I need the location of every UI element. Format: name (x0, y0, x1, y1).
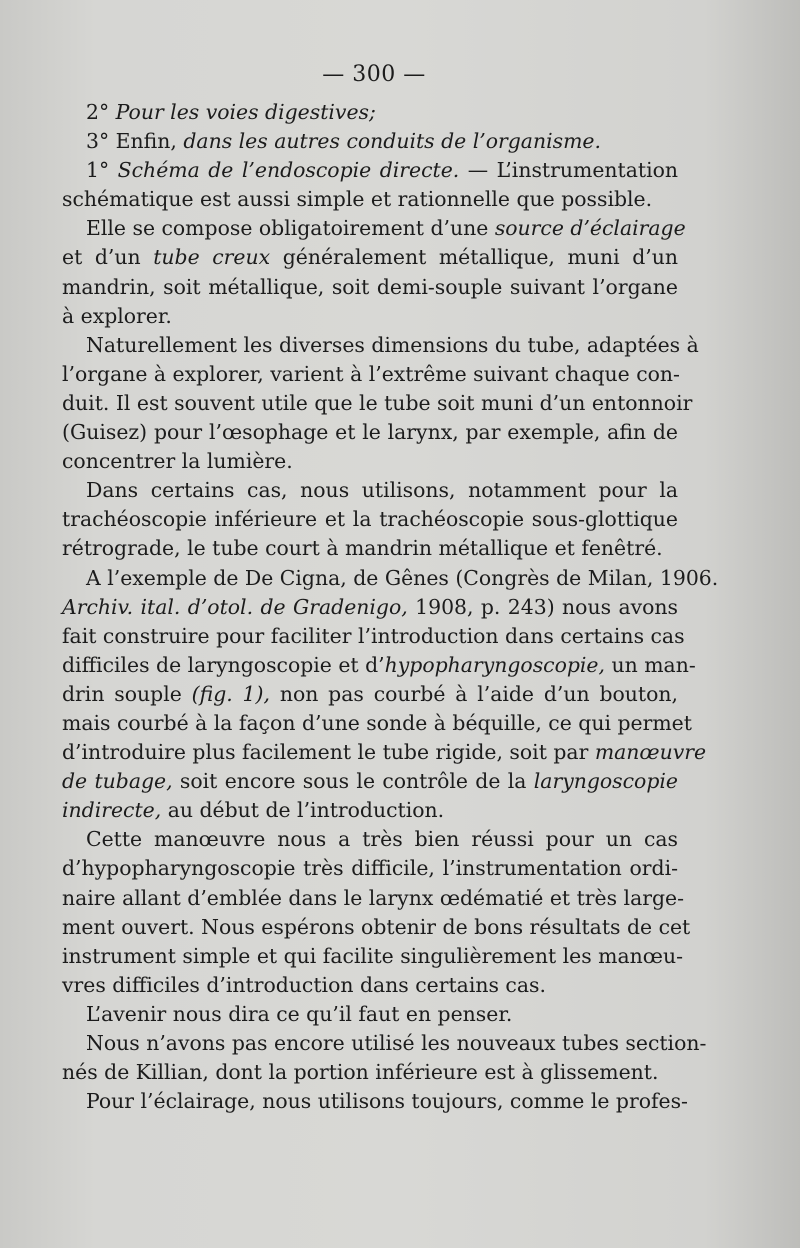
text-segment: difficiles de laryngoscopie et d’ (62, 652, 385, 677)
text-line (62, 593, 678, 622)
text-segment: (Guisez) pour l’œsophage et le larynx, par exemple, afin de (62, 420, 678, 445)
text-segment: au début de l’introduction. (161, 798, 445, 823)
text-segment: l’organe à explorer, varient à l’extrême suivant chaque con- (62, 361, 680, 386)
text-segment: — L’instrumentation (459, 158, 678, 183)
italic-text: manœuvre (594, 740, 707, 765)
italic-text: tube creux (153, 245, 271, 270)
text-line (62, 273, 678, 302)
text-line (62, 1087, 688, 1116)
text-segment: Naturellement les diverses dimensions du tube, adaptées à (86, 332, 699, 357)
text-segment: 1° (86, 158, 118, 183)
text-segment: instrument simple et qui facilite singulièrement les manœu- (62, 943, 683, 968)
text-segment: 2° (86, 100, 116, 124)
text-segment: 3° Enfin, (86, 129, 184, 154)
text-line (62, 156, 678, 185)
italic-text: Archiv. ital. d’otol. de Gradenigo, (62, 594, 408, 619)
text-line (62, 98, 678, 127)
text-segment: ment ouvert. Nous espérons obtenir de bons résultats de cet (62, 914, 691, 939)
italic-text: dans les autres conduits de l’organisme. (183, 129, 601, 154)
text-segment: soit encore sous le contrôle de la (172, 769, 534, 794)
text-line (62, 1058, 678, 1087)
italic-text: source d’éclairage (494, 216, 686, 241)
italic-text: Schéma de l’endoscopie directe. (117, 158, 460, 183)
italic-text: (fig. 1), (191, 681, 270, 706)
text-segment: vres difficiles d’introduction dans certains cas. (62, 972, 546, 997)
text-segment: 1908, p. 243) nous avons (407, 594, 678, 619)
text-segment: un man- (604, 652, 696, 677)
italic-text: indirecte, (62, 798, 162, 823)
text-segment: mais courbé à la façon d’une sonde à béquille, ce qui permet (62, 710, 692, 735)
text-line (62, 767, 678, 796)
text-line (62, 622, 685, 651)
text-segment: non pas courbé à l’aide d’un bouton, (269, 681, 679, 706)
text-line (62, 302, 678, 331)
text-segment: naire allant d’emblée dans le larynx œdématié et très large- (62, 885, 684, 910)
text-line (62, 360, 678, 389)
text-segment: Dans certains cas, nous utilisons, notamment pour la (86, 478, 678, 503)
text-line (62, 1029, 707, 1058)
text-line (62, 243, 678, 272)
text-line (62, 854, 678, 883)
text-line (62, 447, 678, 476)
text-segment: trachéoscopie inférieure et la trachéoscopie sous-glottique (62, 507, 678, 532)
text-segment: d’introduire plus facilement le tube rigide, soit par (62, 740, 595, 765)
text-line (62, 389, 693, 418)
page-number: — 300 — (322, 62, 426, 87)
text-line (62, 418, 678, 447)
text-line (62, 971, 678, 1000)
text-segment: Pour l’éclairage, nous utilisons toujours, comme le profes- (86, 1089, 688, 1114)
text-segment: Cette manœuvre nous a très bien réussi pour un cas (86, 827, 678, 852)
text-segment: A l’exemple de De Cigna, de Gênes (Congrès de Milan, 1906. (86, 565, 719, 590)
text-line (62, 534, 678, 563)
text-line (62, 476, 678, 505)
italic-text: Pour les voies digestives; (115, 100, 376, 124)
text-line (62, 680, 678, 709)
italic-text: de tubage, (62, 769, 173, 794)
text-line (62, 1000, 678, 1029)
text-line (62, 564, 719, 593)
text-line (62, 884, 684, 913)
text-segment: et d’un (62, 245, 154, 270)
text-segment: Nous n’avons pas encore utilisé les nouveaux tubes section- (86, 1031, 707, 1055)
text-segment: rétrograde, le tube court à mandrin métallique et fenêtré. (62, 536, 663, 561)
text-line (62, 942, 683, 971)
text-segment: concentrer la lumière. (62, 449, 293, 474)
text-line (62, 651, 696, 680)
text-line (62, 214, 686, 243)
text-segment: fait construire pour faciliter l’introduction dans certains cas (62, 623, 685, 648)
text-segment: Elle se compose obligatoirement d’une (86, 216, 495, 241)
text-segment: mandrin, soit métallique, soit demi-souple suivant l’organe (62, 274, 678, 299)
text-segment: drin souple (62, 681, 192, 706)
text-line (62, 709, 692, 738)
text-segment: d’hypopharyngoscopie très difficile, l’instrumentation ordi- (62, 856, 678, 881)
text-segment: schématique est aussi simple et rationnelle que possible. (62, 187, 653, 212)
body-text (62, 98, 719, 1116)
text-line (62, 331, 699, 360)
text-line (62, 825, 678, 854)
text-line (62, 185, 678, 214)
italic-text: hypopharyngoscopie, (384, 652, 605, 677)
text-segment: à explorer. (62, 303, 172, 328)
text-segment: duit. Il est souvent utile que le tube soit muni d’un entonnoir (62, 390, 693, 415)
text-line (62, 505, 678, 534)
text-line (62, 738, 707, 767)
italic-text: laryngoscopie (533, 769, 678, 794)
text-segment: L’avenir nous dira ce qu’il faut en penser. (86, 1001, 513, 1026)
text-line (62, 913, 691, 942)
text-segment: généralement métallique, muni d’un (270, 245, 678, 270)
text-segment: nés de Killian, dont la portion inférieure est à glissement. (62, 1060, 659, 1085)
text-line (62, 127, 678, 156)
text-line (62, 796, 678, 825)
